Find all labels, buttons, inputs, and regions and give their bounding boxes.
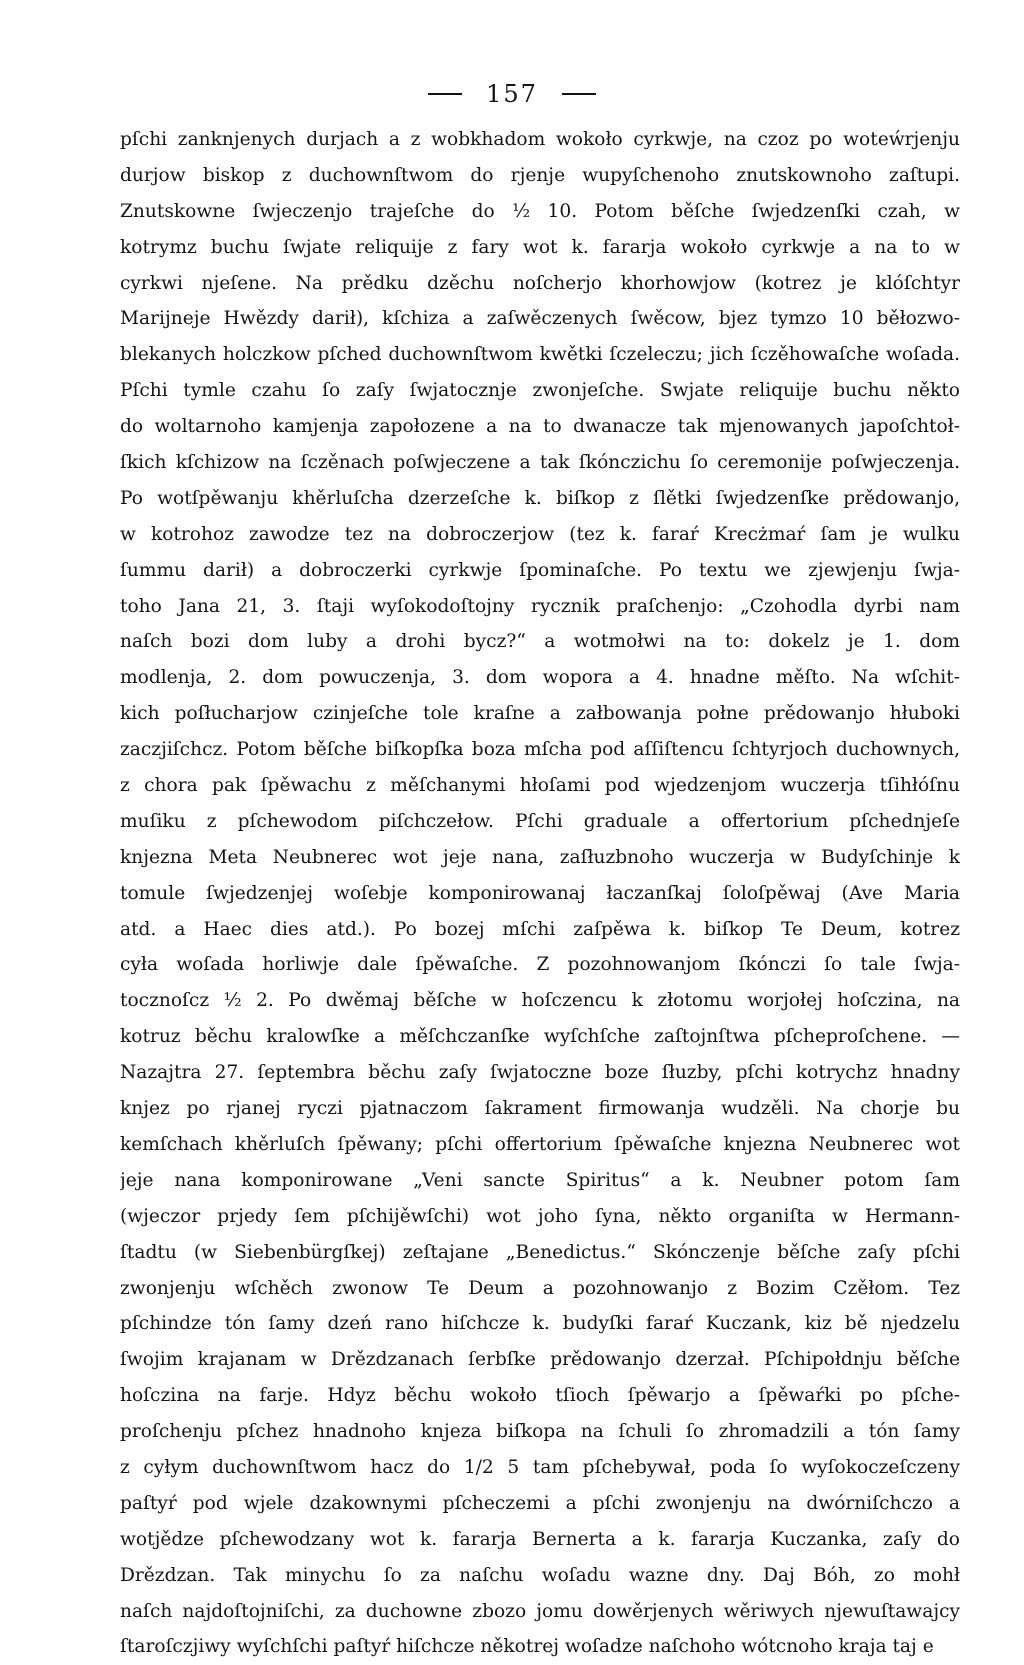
text-line: cyrkwi njeſene. Na prědku dzěchu noſcherjo khorhowjow (kotrez je klóſchtyr: [120, 272, 960, 294]
text-line: wotjědze pſchewodzany wot k. fararja Bernerta a k. fararja Kuczanka, zaſy do: [120, 1528, 960, 1550]
text-line: (wjeczor prjedy ſem pſchijěwſchi) wot joho ſyna, někto organiſta w Hermann-: [120, 1205, 960, 1227]
header-dash-right: [562, 93, 596, 95]
text-line: jeje nana komponirowane „Veni sancte Spiritus“ a k. Neubner potom ſam: [120, 1169, 960, 1191]
text-line: zwonjenju wſchěch zwonow Te Deum a pozohnowanjo z Bozim Czěłom. Tez: [120, 1277, 960, 1299]
text-line: naſch najdoſtojniſchi, za duchowne zbozo jomu dowěrjenych wěriwych njewuſtawajcy: [120, 1600, 960, 1622]
text-line: durjow biskop z duchownſtwom do rjenje wupyſchenoho znutskownoho zaſtupi.: [120, 164, 960, 186]
text-line: knjez po rjanej ryczi pjatnaczom ſakrament firmowanja wudzěli. Na chorje bu: [120, 1098, 960, 1120]
text-line: Znutskowne ſwjeczenjo trajeſche do ½ 10. Potom běſche ſwjedzenſki czah, w: [120, 200, 960, 222]
header-dash-left: [428, 93, 462, 95]
page-number: 157: [486, 79, 538, 108]
text-line: zaczjiſchcz. Potom běſche biſkopſka boza mſcha pod aſſiſtencu ſchtyrjoch duchownych,: [120, 739, 960, 761]
text-line: Nazajtra 27. ſeptembra běchu zaſy ſwjatoczne boze ſłuzby, pſchi kotrychz hnadny: [120, 1062, 960, 1084]
text-line: atd. a Haec dies atd.). Po bozej mſchi zaſpěwa k. biſkop Te Deum, kotrez: [120, 918, 960, 940]
text-line: modlenja, 2. dom powuczenja, 3. dom wopora a 4. hnadne měſto. Na wſchit-: [120, 667, 960, 689]
text-line: z chora pak ſpěwachu z měſchanymi hłoſami pod wjedzenjom wuczerja tſihłóſnu: [120, 775, 960, 797]
text-line: paſtyŕ pod wjele dzakownymi pſcheczemi a pſchi zwonjenju na dwórniſchczo a: [120, 1492, 960, 1514]
text-line: ſtaroſczjiwy wyſchſchi paſtyŕ hiſchcze někotrej woſadze naſchoho wótcnoho kraja taj e: [120, 1636, 934, 1658]
text-line: kotruz běchu kralowſke a měſchczanſke wyſchſche zaſtojnſtwa pſcheproſchene. —: [120, 1026, 960, 1048]
text-line: knjezna Meta Neubnerec wot jeje nana, zaſłuzbnoho wuczerja w Budyſchinje k: [120, 846, 960, 868]
text-line: ſkich kſchizow na ſczěnach poſwjeczene a tak ſkónczichu ſo ceremonije poſwjeczenja.: [120, 452, 960, 474]
text-line: blekanych holczkow pſched duchownſtwom kwětki ſczeleczu; jich ſczěhowaſche woſada.: [120, 344, 960, 366]
text-line: kemſchach khěrluſch ſpěwany; pſchi offertorium ſpěwaſche knjezna Neubnerec wot: [120, 1133, 960, 1155]
text-line: toczno​ſcz ½ 2. Po dwěmaj běſche w hoſczencu k złotomu worjołej hoſczina, na: [120, 990, 960, 1012]
text-line: Po wotſpěwanju khěrluſcha dzerzeſche k. biſkop z ſlětki ſwjedzenſke prědowanjo,: [120, 487, 960, 509]
text-line: kich poſłucharjow czinjeſche tole kraſne a załbowanja połne prědowanjo hłuboki: [120, 703, 960, 725]
text-line: ſwojim krajanam w Drězdzanach ſerbſke prědowanjo dzerzał. Pſchipołdnju běſche: [120, 1349, 960, 1371]
text-line: naſch bozi dom luby a drohi bycz?“ a wotmołwi na to: dokelz je 1. dom: [120, 631, 960, 653]
text-line: ſummu darił) a dobroczerki cyrkwje ſpominaſche. Po textu we zjewjenju ſwja-: [120, 559, 960, 581]
text-line: toho Jana 21, 3. ſtaji wyſokodoſtojny rycznik praſchenjo: „Czohodla dyrbi nam: [120, 595, 960, 617]
text-line: Pſchi tymle czahu ſo zaſy ſwjatocznje zwonjeſche. Swjate reliquije buchu někto: [120, 380, 960, 402]
text-line: do woltarnoho kamjenja zapołozene a na to dwanacze tak mjenowanych japoſchtoł-: [120, 416, 960, 438]
text-line: cyła woſada horliwje dale ſpěwaſche. Z pozohnowanjom ſkónczi ſo tale ſwja-: [120, 954, 960, 976]
text-line: Marijneje Hwězdy darił), kſchiza a zaſwěczenych ſwěcow, bjez tymzo 10 běłozwo-: [120, 308, 960, 330]
text-line: muſiku z pſchewodom piſchczełow. Pſchi graduale a offertorium pſchednjeſe: [120, 810, 960, 832]
page-header: [0, 72, 1024, 112]
text-line: ſtadtu (w Siebenbürgſkej) zeſtajane „Benedictus.“ Skónczenje běſche zaſy pſchi: [120, 1241, 960, 1263]
text-line: pſchindze tón ſamy dzeń rano hiſchcze k. budyſki faraŕ Kuczank, kiz bě njedzelu: [120, 1313, 960, 1335]
text-line: kotrymz buchu ſwjate reliquije z fary wot k. fararja wokoło cyrkwje a na to w: [120, 236, 960, 258]
text-line: hoſczina na farje. Hdyz běchu wokoło tſioch ſpěwarjo a ſpěwaŕki po pſche-: [120, 1385, 960, 1407]
text-line: z cyłym duchownſtwom hacz do 1/2 5 tam pſchebywał, poda ſo wyſokoczeſczeny: [120, 1456, 960, 1478]
text-line: tomule ſwjedzenjej woſebje komponirowanaj łaczanſkaj ſoloſpěwaj (Ave Maria: [120, 882, 960, 904]
text-line: Drězdzan. Tak minychu ſo za naſchu woſadu wazne dny. Daj Bóh, zo mohł: [120, 1564, 960, 1586]
text-line: pſchi zanknjenych durjach a z wobkhadom wokoło cyrkwje, na czoz po woteẃrjenju: [120, 129, 960, 150]
text-line: w kotrohoz zawodze tez na dobroczerjow (tez k. faraŕ Krecżmaŕ ſam je wulku: [120, 523, 960, 545]
text-line: proſchenju pſchez hnadnoho knjeza biſkopa na ſchuli ſo zhromadzili a tón ſamy: [120, 1421, 960, 1443]
page-body-text: [120, 122, 960, 1665]
